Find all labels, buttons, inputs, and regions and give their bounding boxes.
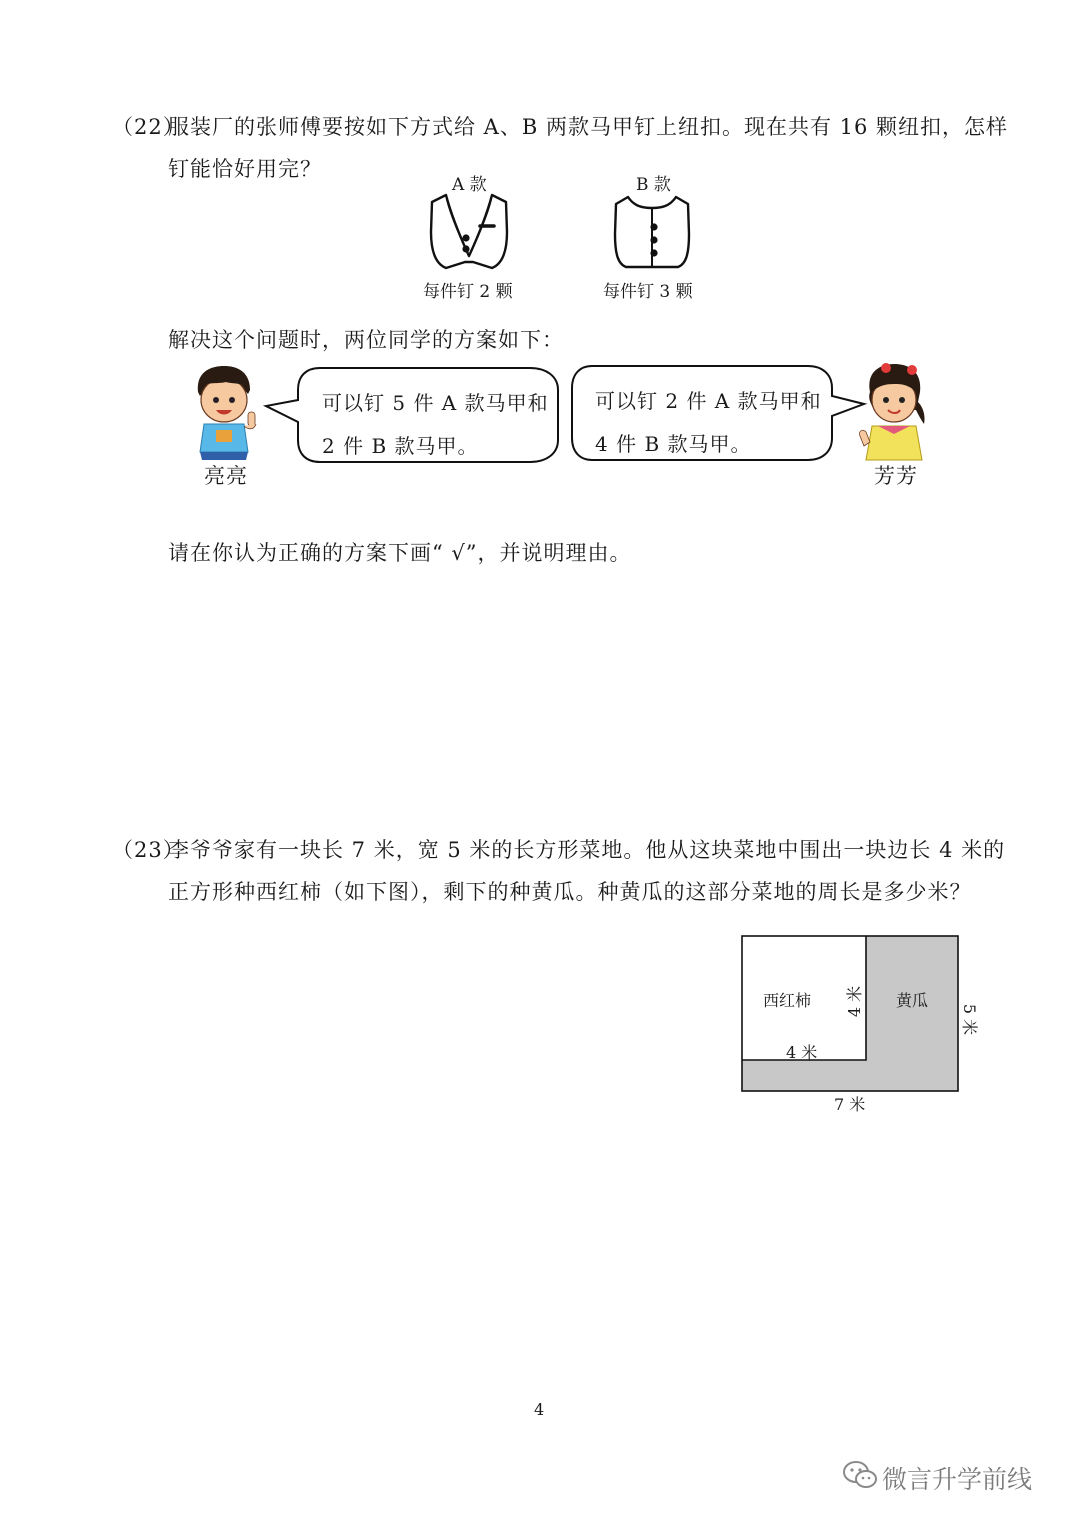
height-label: 5 米 (960, 1003, 980, 1036)
q22-number: （22） (112, 115, 185, 139)
liangliang-speech-line2: 2 件 B 款马甲。 (322, 434, 479, 458)
liangliang-name: 亮亮 (204, 464, 248, 488)
q22-intro: 解决这个问题时，两位同学的方案如下： (168, 328, 564, 352)
q23-text-line1: 李爷爷家有一块长 7 米，宽 5 米的长方形菜地。他从这块菜地中围出一块边长 4 米的 (168, 838, 1006, 862)
liangliang-speech-line1: 可以钉 5 件 A 款马甲和 (322, 391, 549, 415)
vest-a-button (462, 245, 469, 252)
square-side-horizontal-label: 4 米 (786, 1043, 818, 1062)
fangfang-speech-line1: 可以钉 2 件 A 款马甲和 (595, 389, 822, 413)
wechat-icon (842, 1460, 878, 1490)
square-side-vertical-label: 4 米 (845, 985, 865, 1018)
vest-a-icon (428, 192, 510, 272)
girl-fangfang-icon (856, 362, 936, 462)
vest-a-caption: 每件钉 2 颗 (423, 282, 513, 302)
q22-text-line2: 钉能恰好用完？ (168, 157, 322, 181)
boy-liangliang-icon (192, 364, 264, 462)
vest-a-button (462, 234, 469, 241)
vest-b-button (650, 236, 657, 243)
tomato-label: 西红柿 (763, 991, 812, 1010)
vest-b-title: B 款 (636, 175, 671, 195)
vest-b-button (650, 249, 657, 256)
page-number: 4 (534, 1400, 545, 1419)
q23-text-line2: 正方形种西红柿（如下图），剩下的种黄瓜。种黄瓜的这部分菜地的周长是多少米？ (168, 880, 972, 904)
vest-a-title: A 款 (452, 175, 487, 195)
vest-b-caption: 每件钉 3 颗 (603, 282, 693, 302)
vest-b-icon (612, 194, 692, 270)
watermark-text: 微言升学前线 (882, 1465, 1033, 1494)
fangfang-speech-line2: 4 件 B 款马甲。 (595, 432, 752, 456)
cucumber-label: 黄瓜 (896, 991, 929, 1010)
q23-number: （23） (112, 838, 185, 862)
width-label: 7 米 (834, 1095, 866, 1114)
q22-instruction: 请在你认为正确的方案下画“ √”，并说明理由。 (168, 541, 632, 565)
q22-text-line1: 服装厂的张师傅要按如下方式给 A、B 两款马甲钉上纽扣。现在共有 16 颗纽扣，怎样 (168, 115, 1009, 139)
fangfang-name: 芳芳 (874, 464, 918, 488)
vest-b-button (650, 223, 657, 230)
